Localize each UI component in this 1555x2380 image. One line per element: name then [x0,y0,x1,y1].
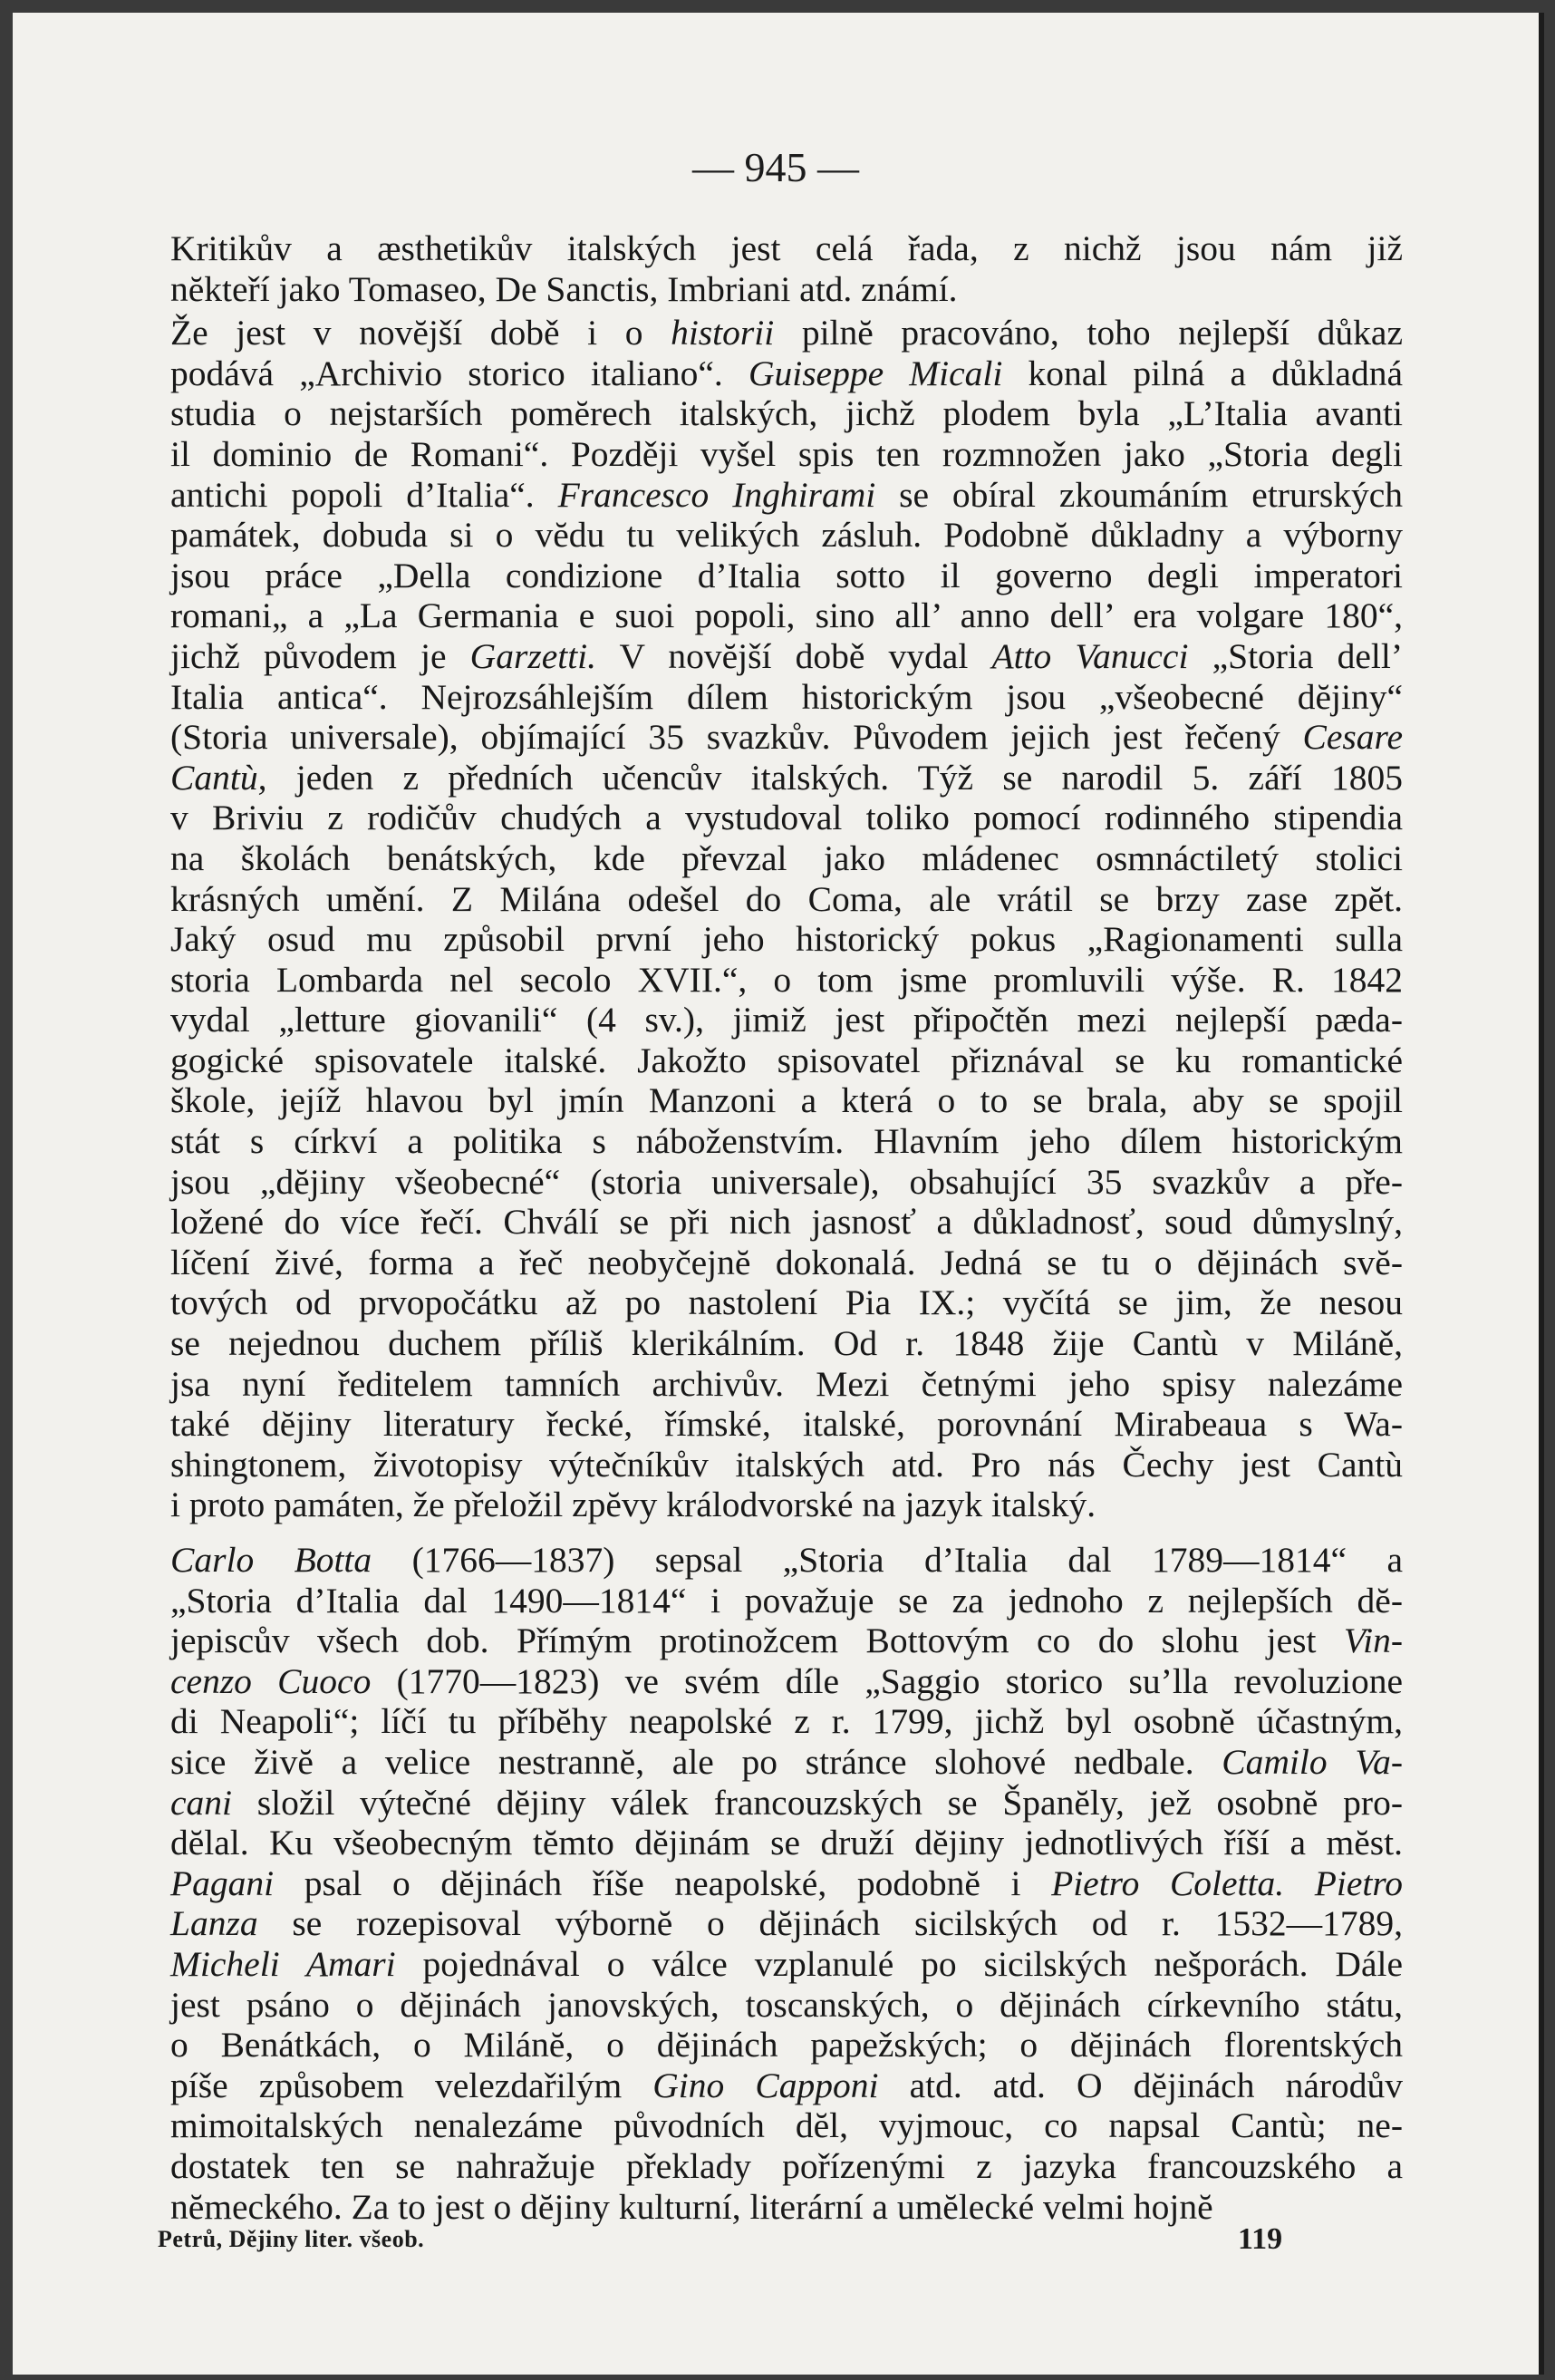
italic-name: Pietro [1314,1862,1404,1903]
text-line: píše způsobem velezdařilým Gino Capponi atd. atd. O dĕjinách národův [170,2065,1403,2105]
italic-name: Carlo Botta [170,1540,372,1580]
italic-name: Camilo Va- [1222,1741,1403,1782]
italic-name: Pietro Coletta. [1051,1862,1285,1903]
italic-name: Guiseppe Micali [748,353,1003,393]
text-line: vydal „letture giovanili“ (4 sv.), jimiž jest připočtěn mezi nejlepší pæda- [170,1000,1403,1040]
italic-name: Gino Capponi [652,2065,879,2105]
italic-name: Micheli Amari [170,1943,396,1984]
text-line: jichž původem je Garzetti. V novĕjší době vydal Atto Vanucci „Storia dell’ [170,635,1403,676]
text-line: tových od prvopočátku až po nastolení Pia IX.; vyčítá se jim, že nesou [170,1282,1403,1323]
italic-name: Garzetti. [469,635,597,676]
italic-name: Lanza [170,1903,258,1944]
text-line: v Briviu z rodičův chudých a vystudoval toliko pomocí rodinného stipendia [170,798,1403,838]
text-line: dĕlal. Ku všeobecným tĕmto dĕjinám se druží dĕjiny jednotlivých říší a mĕst. [170,1823,1403,1863]
text-line: i proto památen, že přeložil zpĕvy králodvorské na jazyk italský. [170,1485,1096,1525]
text-line: líčení živé, forma a řeč neobyčejnĕ dokonalá. Jedná se tu o dĕjinách svĕ- [170,1242,1403,1282]
text-line: jest psáno o dĕjinách janovských, toscanských, o dĕjinách církevního státu, [170,1984,1403,2025]
text-line: Micheli Amari pojednával o válce vzplanulé po sicilských nešporách. Dále [170,1943,1403,1984]
paragraph [71,313,1403,1525]
text-line: nĕkteří jako Tomaseo, De Sanctis, Imbriani atd. známí. [170,268,958,309]
text-line: na školách benátských, kde převzal jako mládenec osmnáctiletý stolici [170,837,1403,878]
italic-name: Pagani [170,1862,275,1903]
italic-name: cani [170,1782,233,1823]
text-line: gogické spisovatele italské. Jakožto spisovatel přiznával se ku romantické [170,1040,1403,1080]
text-line: antichi popoli d’Italia“. Francesco Inghirami se obíral zkoumáním etrurských [170,474,1404,515]
text-line: di Neapoli“; líčí tu příbĕhy neapolské z r. 1799, jichž byl osobnĕ účastným, [170,1701,1403,1742]
footer-signature: Petrů, Dějiny liter. všeob. [158,2226,425,2252]
body-text [71,228,1403,2227]
text-line: sice živĕ a velice nestrannĕ, ale po stránce slohové nedbale. Camilo Va- [170,1741,1403,1782]
page-number: — 945 — [692,144,859,190]
text-line: stát s církví a politika s náboženstvím. Hlavním jeho dílem historickým [170,1121,1403,1162]
italic-name: Vin- [1343,1621,1403,1661]
text-line: storia Lombarda nel secolo XVII.“, o tom jsme promluvili výše. R. 1842 [170,959,1403,1000]
footer-sheet-number: 119 [1238,2222,1283,2256]
text-line: jepiscův všech dob. Přímým protinožcem Bottovým co do slohu jest Vin- [170,1621,1403,1661]
text-line: Pagani psal o dĕjinách říše neapolské, podobnĕ i Pietro Coletta. Pietro [170,1862,1404,1903]
italic-name: Atto Vanucci [991,635,1189,676]
text-line: jsou práce „Della condizione d’Italia sotto il governo degli imperatori [170,555,1403,595]
italic-name: cenzo Cuoco [170,1660,372,1701]
page [13,13,1544,2375]
text-line: Cantù, jeden z předních učencův italských. Týž se narodil 5. září 1805 [170,757,1403,798]
text-line: Carlo Botta (1766—1837) sepsal „Storia d’Italia dal 1789—1814“ a [170,1540,1403,1580]
text-line: škole, jejíž hlavou byl jmín Manzoni a která o to se brala, aby se spojil [170,1080,1403,1121]
text-line: Lanza se rozepisoval výbornĕ o dĕjinách sicilských od r. 1532—1789, [170,1903,1403,1944]
text-line: Italia antica“. Nejrozsáhlejším dílem historickým jsou „všeobecné dĕjiny“ [170,676,1403,717]
text-line: památek, dobuda si o vĕdu tu velikých zásluh. Podobnĕ důkladny a výborny [170,515,1403,556]
text-line: „Storia d’Italia dal 1490—1814“ i považuje se za jednoho z nejlepších dĕ- [170,1580,1403,1621]
text-line: cani složil výtečné dĕjiny válek francouzských se Španĕly, jež osobnĕ pro- [170,1782,1403,1823]
paragraph [71,228,1403,309]
text-line: cenzo Cuoco (1770—1823) ve svém díle „Saggio storico su’lla revoluzione [170,1660,1403,1701]
paragraph [71,1540,1403,2227]
text-line: Kritikův a æsthetikův italských jest celá řada, z nichž jsou nám již [170,228,1403,268]
text-line: jsa nyní ředitelem tamních archivův. Mezi četnými jeho spisy nalezáme [170,1363,1403,1404]
text-line: podává „Archivio storico italiano“. Guiseppe Micali konal pilná a důkladná [170,353,1403,393]
text-line: dostatek ten se nahražuje překlady pořízenými z jazyka francouzského a [170,2145,1403,2186]
text-line: jsou „dĕjiny všeobecné“ (storia universale), obsahující 35 svazkův a pře- [170,1161,1403,1202]
text-line: il dominio de Romani“. Později vyšel spis ten rozmnožen jako „Storia degli [170,433,1403,474]
text-line: Že jest v novĕjší době i o historii pilnĕ pracováno, toho nejlepší důkaz [170,313,1403,353]
text-line: romani„ a „La Germania e suoi popoli, sino all’ anno dell’ era volgare 180“, [170,595,1403,636]
text-line: mimoitalských nenalezáme původních dĕl, vyjmouc, co napsal Cantù; ne- [170,2105,1403,2146]
text-line: (Storia universale), objímající 35 svazkův. Původem jejich jest řečený Cesare [170,717,1403,758]
text-line: také dĕjiny literatury řecké, římské, italské, porovnání Mirabeaua s Wa- [170,1404,1403,1445]
text-line: ložené do více řečí. Chválí se při nich jasnosť a důkladnosť, soud důmyslný, [170,1202,1403,1243]
text-line: krásných umění. Z Milána odešel do Coma, ale vrátil se brzy zase zpĕt. [170,878,1403,919]
text-line: nĕmeckého. Za to jest o dĕjiny kulturní, literární a umĕlecké velmi hojnĕ [170,2186,1213,2227]
text-line: Jaký osud mu způsobil první jeho historický pokus „Ragionamenti sulla [170,919,1403,960]
text-line: o Benátkách, o Milánĕ, o dĕjinách papežských; o dĕjinách florentských [170,2025,1403,2066]
text-line: studia o nejstarších pomĕrech italských, jichž plodem byla „L’Italia avanti [170,393,1403,434]
italic-name: Francesco Inghirami [557,474,876,515]
text-line: se nejednou duchem příliš klerikálním. Od r. 1848 žije Cantù v Miláně, [170,1323,1403,1364]
italic-name: historii [671,313,775,353]
text-line: shingtonem, životopisy výtečníkův italských atd. Pro nás Čechy jest Cantù [170,1444,1403,1485]
italic-name: Cesare [1302,717,1403,758]
italic-name: Cantù, [170,757,267,798]
